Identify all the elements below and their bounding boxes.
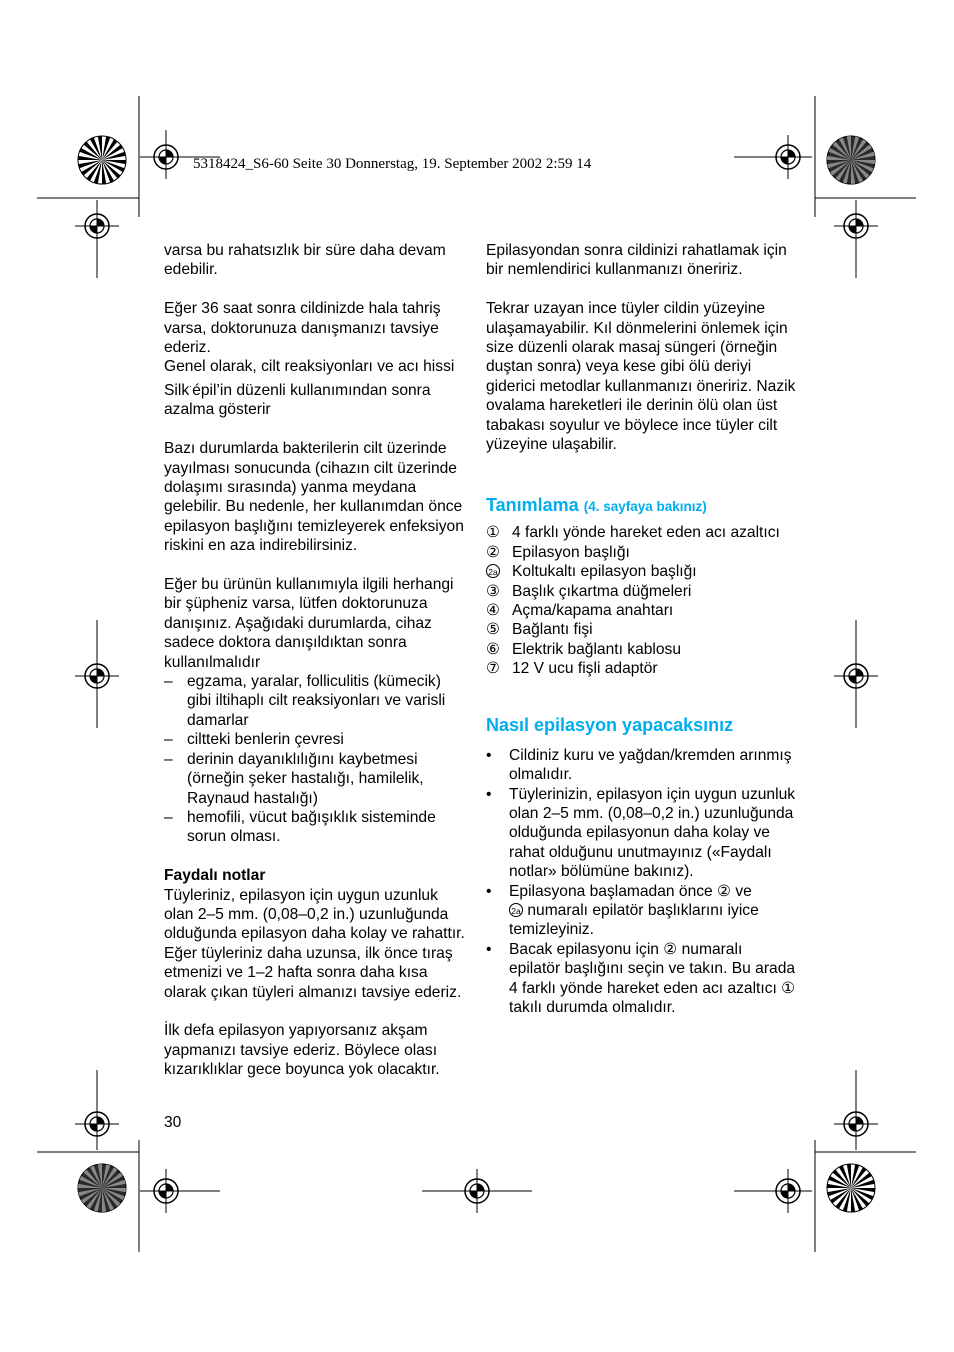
section-heading: Nasıl epilasyon yapacaksınız xyxy=(486,714,734,735)
list-item: • Bacak epilasyonu için ② numaralı epilatör başlığını seçin ve takın. Bu arada 4 farklı yönde hareket eden acı azaltıcı ① takılı durumda olmalıdır. xyxy=(486,940,796,1018)
section-heading: Tanımlama (4. sayfaya bakınız) xyxy=(486,495,707,516)
list-item: • Tüylerinizin, epilasyon için uygun uzunluk olan 2–5 mm. (0,08–0,2 in.) uzunluğunda olduğunda epilasyonun daha kolay ve rahat olduğunu unutmayınız («Faydalı notlar» bölümüne bakınız). xyxy=(486,785,796,882)
starburst-mark xyxy=(78,1164,126,1212)
paragraph: İlk defa epilasyon yapıyorsanız akşam yapmanızı tavsiye ederiz. Böylece olası kızarıklıklar gece boyunca yok olacaktır. xyxy=(164,1022,440,1079)
starburst-mark xyxy=(827,136,875,184)
list-item: – egzama, yaralar, folliculitis (kümecik) gibi iltihaplı cilt reaksiyonları ve varisli damarlar xyxy=(164,672,469,730)
print-header: 5318424_S6-60 Seite 30 Donnerstag, 19. September 2002 2:59 14 xyxy=(193,156,592,172)
parts-list xyxy=(486,523,796,678)
starburst-mark xyxy=(78,136,126,184)
list-item: • Epilasyona başlamadan önce ② ve 2a numaralı epilatör başlıklarını iyice temizleyiniz. xyxy=(486,882,796,940)
list-item: – derinin dayanıklılığını kaybetmesi (örneğin şeker hastalığı, hamilelik, Raynaud hastalığı) xyxy=(164,750,469,808)
left-column xyxy=(164,241,469,1080)
list-item: ⑤ Bağlantı fişi xyxy=(486,621,593,639)
list-item: ① 4 farklı yönde hareket eden acı azaltıcı xyxy=(486,524,780,542)
instructions-list xyxy=(486,746,796,1018)
paragraph: Eğer bu ürünün kullanımıyla ilgili herhangi bir şüpheniz varsa, lütfen doktorunuza danışınız. Aşağıdaki durumlarda, cihaz sadece doktora danışıldıktan sonra kullanılmalıdır xyxy=(164,576,454,671)
right-column xyxy=(486,241,796,1017)
starburst-mark xyxy=(827,1164,875,1212)
paragraph: Tüyleriniz, epilasyon için uygun uzunluk olan 2–5 mm. (0,08–0,2 in.) uzunluğunda olduğunda epilasyon daha kolay ve rahattır. Eğer tüyleriniz daha uzunsa, ilk önce tıraş etmenizi ve 1–2 hafta sonra daha kısa olarak çıkan tüyleri almanızı tavsiye ederiz. xyxy=(164,886,465,1001)
paragraph: Epilasyondan sonra cildinizi rahatlamak için bir nemlendirici kullanmanızı öneririz. xyxy=(486,242,787,279)
list-item: – hemofili, vücut bağışıklık sisteminde sorun olması. xyxy=(164,808,469,847)
list-item: ⑦ 12 V ucu fişli adaptör xyxy=(486,660,658,678)
contraindication-list xyxy=(164,672,469,847)
list-item: ③ Başlık çıkartma düğmeleri xyxy=(486,582,692,600)
list-item: ④ Açma/kapama anahtarı xyxy=(486,602,674,620)
paragraph: Genel olarak, cilt reaksiyonları ve acı hissi Silk·épil’in düzenli kullanımından sonra azalma gösterir xyxy=(164,358,455,419)
paragraph: varsa bu rahatsızlık bir süre daha devam edebilir. xyxy=(164,242,446,279)
page-number: 30 xyxy=(164,1114,182,1131)
list-item: – ciltteki benlerin çevresi xyxy=(164,730,469,749)
list-item: 2a Koltukaltı epilasyon başlığı xyxy=(486,562,796,581)
list-item: ⑥ Elektrik bağlantı kablosu xyxy=(486,640,682,658)
paragraph: Bazı durumlarda bakterilerin cilt üzerinde yayılması sonucunda (cihazın cilt üzerinde dolaşımı sırasında) yanma meydana gelebilir. Bu nedenle, her kullanımdan önce epilasyon başlığını temizleyerek enfeksiyon riskini en aza indirebilirsiniz. xyxy=(164,440,464,555)
list-item: • Cildiniz kuru ve yağdan/kremden arınmış olmalıdır. xyxy=(486,746,796,785)
notes-title: Faydalı notlar xyxy=(164,867,266,885)
paragraph: Tekrar uzayan ince tüyler cildin yüzeyine ulaşamayabilir. Kıl dönmelerini önlemek için size düzenli olarak masaj süngeri (örneğin duştan sonra) veya kese gibi ölü deriyi giderici metodlar kullanmanızı öneririz. Nazik ovalama hareketleri ile derinin ölü olan üst tabakası soyulur ve böylece ince tüyler cilt yüzeyine ulaşabilir. xyxy=(486,300,796,454)
list-item: ② Epilasyon başlığı xyxy=(486,543,630,561)
paragraph: Eğer 36 saat sonra cildinizde hala tahriş varsa, doktorunuza danışmanızı tavsiye ederiz. xyxy=(164,300,441,357)
